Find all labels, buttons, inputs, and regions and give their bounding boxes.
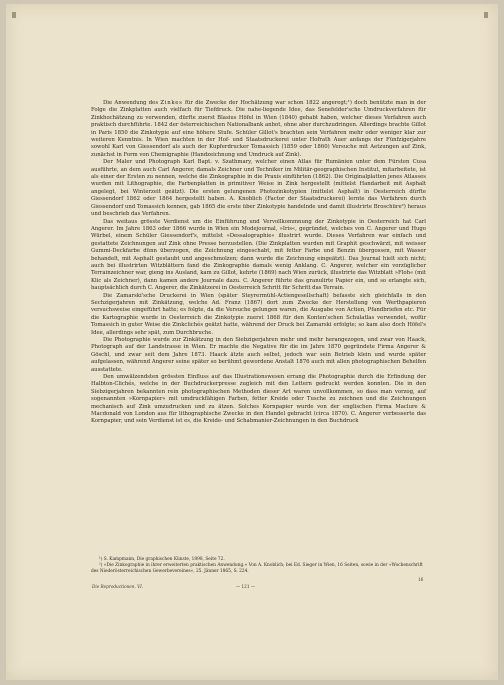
body-text bbox=[91, 100, 426, 426]
binding-mark-right bbox=[484, 12, 488, 18]
paragraph-3: Das weitaus grösste Verdienst um die Einführung und Vervollkommnung der Zinkotypie in Oesterreich hat Carl Angerer. Im Jahre 1863 oder 1866 wurde in Wien ein Modejournal, »Iris«, gegründet, welches von C. Angerer und Hugo Würbel, einem Schüler Giessendorf's, mittelst »Dessalographie« illustrirt wurde. Dieses Verfahren war einfach und gestattete Zeichnungen auf Zink ohne Presse herzustellen. (Die Zinkplatten wurden mit Graphit geschwärzt, mit weisser Gummi-Deckfarbe dünn überzogen, die Zeichnung eingeschabt, mit fetter Farbe und Benzin übergossen, mit Wasser behandelt, mit Asphalt gestaubt und angeschmolzen; dann wurde die Zeichnung eingeätzt). Das Journal hielt sich nicht; auch bei illustrirten Witzblättern fand die Zinkographie damals wenig Anklang. C. Angerer, welcher ein vorzüglicher Terrainzeichner war, gieng ins Ausland, kam zu Gillot, kehrte (1869) nach Wien zurück, illustrirte das Witzblatt »Floh« (mit Klic als Zeichner), dann kamen andere Journale dazu. C. Angerer führte das granulirte Papier ein, und so erlangte sich, hauptsächlich durch C. Angerer, die Zinkätzerei in Oesterreich Schritt für Schritt das Terrain. bbox=[91, 218, 426, 292]
page-number: — 121 — bbox=[236, 584, 256, 589]
paragraph-1-start: Die Anwendung des bbox=[103, 100, 161, 106]
paragraph-1 bbox=[91, 100, 426, 159]
paragraph-6: Den umwälzendsten grössten Einfluss auf das Illustrationswesen errang die Photographie durch die Erfindung der Halbton-Clichés, welche in der Buchdruckerpresse zugleich mit den Lettern gedruckt werden konnten. Die in den Siebzigerjahren bekannten rein photographischen Methoden dieser Art waren unvollkommen, so dass man vorzog, auf sogenannten »Kornpapier« mit umdruckfähigen Farben, fetter Kreide oder Tusche zu zeichnen und die Zeichnungen mechanisch auf Zink umzudrucken und zu ätzen. Solches Kornpapier wurde von der englischen Firma Maclure & Macdonald von London aus für lithographische Zwecke in den Handel gebracht (circa 1870). C. Angerer verbesserte das Kornpapier, und sein Verdienst ist es, die Kreide- und Schabmanier-Zeichnungen in den Buchdruck bbox=[91, 374, 426, 425]
document-page bbox=[6, 4, 498, 680]
sheet-number: 16 bbox=[418, 577, 424, 582]
paragraph-1-rest: für die Zwecke der Hochätzung war schon 1822 angeregt;¹) doch benützte man in der Folge die Zinkplatten auch vielfach für Tiefdruck. Die nahe-liegende Idee, das Senefelder'sche Umdruckverfahren für Zinkhochätzung zu verwenden, dürfte zuerst Blasius Höfel in Wien (1840) gehabt haben, welcher dieses Verfahren auch praktisch durchführte. 1842 der österreichischen Nationalbank anbot, ohne aber durchzudringen. Allerdings brachte Gillot in Paris 1850 die Zinkotypie auf eine höhere Stufe. Schüler Gillot's brachten sein Verfahren mehr oder weniger klar zur weiteren Kenntnis. In Wien machten in der Hof- und Staatsdruckerei unter Hofrath Auer anfangs der Fünfzigerjahre sowohl Karl von Giessendorf als auch der Kupferdrucker Tomassich (1859 oder 1860) Versuche mit Aetzungen auf Zink, zunächst in Form von Chemigraphie (Handzeichnung und Umdruck auf Zink). bbox=[91, 100, 426, 158]
emphasis-zinkes: Zinkes bbox=[160, 100, 183, 106]
binding-mark-left bbox=[12, 12, 16, 18]
footnote-2: ²) »Die Zinkographie in ihrer erweiterten praktischen Anwendung.« Von A. Knoblich; bei Ed. Sieger in Wien, 16 Seiten, sowie in der »Wochenschrift des Niederösterreichischen Gewerbevereines«, 25. Jänner 1865, S. 224. bbox=[91, 563, 423, 575]
paragraph-5: Die Photographie wurde zur Zinkätzung in den Siebzigerjahren mehr und mehr herangezogen, und zwar von Haack, Photograph auf der Landstrasse in Wien. Er machte die Negative für die im Jahre 1870 gegründete Firma Angerer & Göschl, und zwar seit dem Jahre 1873. Haack ätzte auch selbst, jedoch war sein Betrieb klein und wurde später aufgelassen, während Angerer seine später so berühmt gewordene Anstalt 1876 auch mit allen photographischen Behelfen ausstattete. bbox=[91, 337, 426, 373]
paragraph-2: Der Maler und Photograph Karl Bapt. v. Szathmary, welcher einen Atlas für Rumänien unter dem Fürsten Cusa ausführte, an dem auch Carl Angerer, damals Zeichner und Techniker im Militär-geographischen Institut, mitarbeitete, ist als einer der Ersten zu nennen, welche die Zinkographie in die Praxis einführten (1862). Die Originalplatten jenes Atlasses wurden mit Lithographie, die Farbenplatten in primitiver Weise in Zink hergestellt (mittelst Handarbeit mit Asphalt angelegt, bei Winterzeit geätzt). Die ersten gelungenen Photozinkotypien (mittelst Asphalt) in Oesterreich dürfte Giessendorf 1862 oder 1864 hergestellt haben. A. Knoblich (Factor der Staatsdruckerei) lernte das Verfahren durch Giessendorf und Tomassich kennen, gab 1865 die erste über Zinkotypie handelnde und damit illustrirte Broschüre²) heraus und beschrieb das Verfahren. bbox=[91, 159, 426, 218]
footnotes bbox=[91, 557, 426, 575]
footer-signature: Die Reproductionen. VI. bbox=[92, 584, 144, 589]
paragraph-4: Die Zamarski'sche Druckerei in Wien (später Steyrermühl-Actiengesellschaft) befasste sich gleichfalls in den Sechzigerjahren mit Zinkätzung, welche Ad. Franz (1867) dort zum Zwecke der Herstellung von Werthpapieren versuchsweise eingeführt hatte; es folgte, da die Versuche gelungen waren, die Ausgabe von Actien, Pfandbriefen etc. Für die Kartographie wurde in Oesterreich die Zinkotypie zuerst 1868 für den Konten'schen Schulatlas verwendet, wofür Tomassich in guter Weise die Zinkclichés geätzt hatte, während der Druck bei Zamarski erfolgte; so kam also doch Höfel's Idee, allerdings sehr spät, zum Durchbruche. bbox=[91, 292, 426, 336]
footnote-1: ¹) S. Kampmann, Die graphischen Künste, 1898, Seite 72. bbox=[99, 557, 225, 562]
